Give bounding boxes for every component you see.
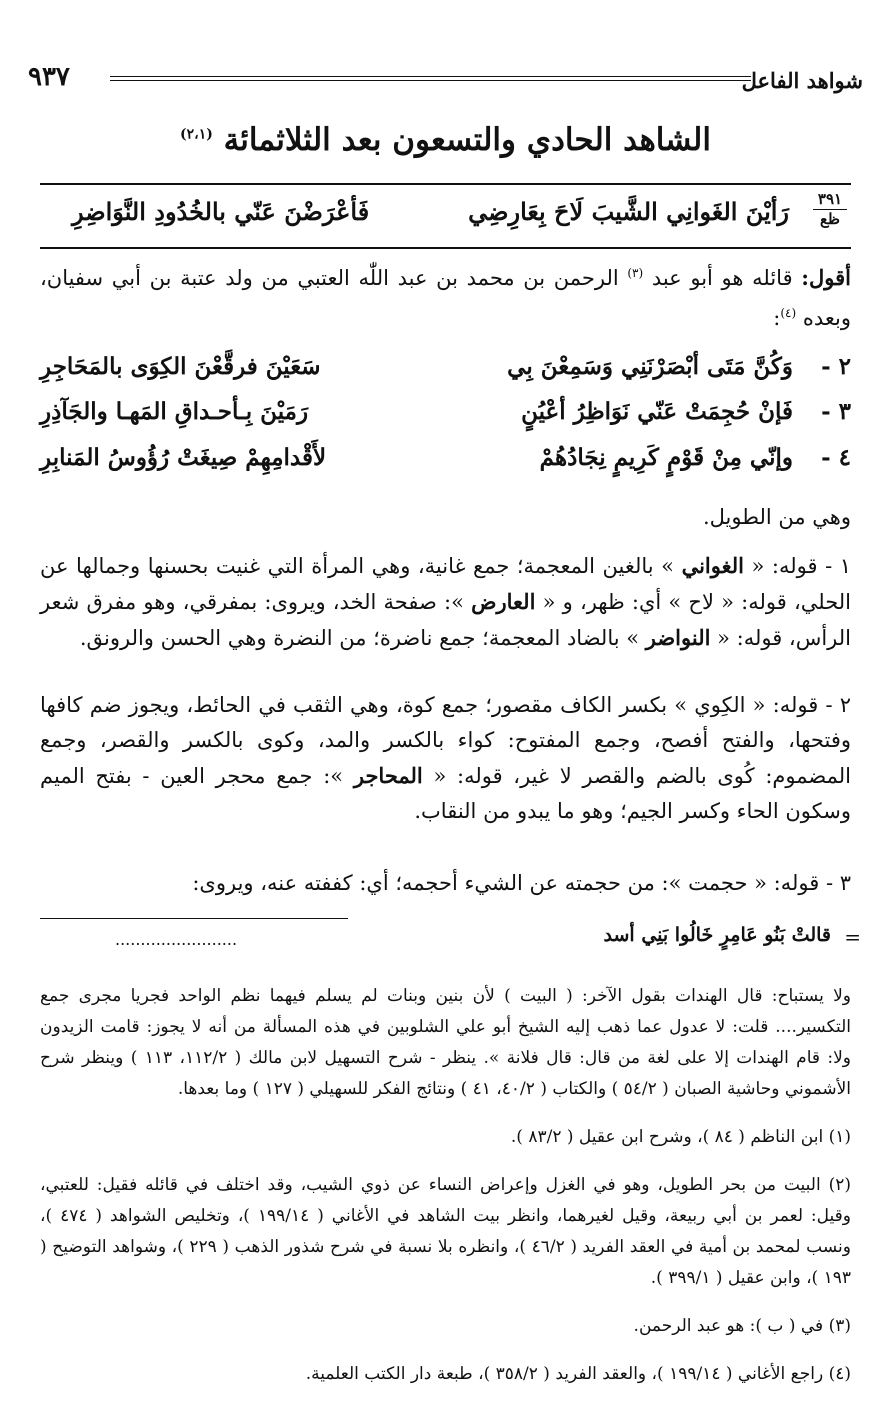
poem-hemistich-right: وإنّي مِنْ قَوْمٍ كَرِيمٍ نِجَادُهُمْ [539,444,793,471]
page-number: ٩٣٧ [28,62,70,92]
poem-line [40,394,851,432]
intro-ref-3: (٣) [627,266,644,280]
footnotes [40,964,851,1407]
intro-text-c: : [773,306,781,330]
commentary-term: النواضر [645,625,711,650]
commentary-paragraph-3 [40,866,851,901]
poem-line-number: ٣ - [821,398,851,425]
poem-hemistich-left: سَعَيْنَ فرقَّعْنَ الكِوَى بالمَحَاجِرِ [40,353,321,380]
intro-paragraph [40,256,851,336]
commentary-term: الغواني [681,553,744,578]
poem-line [40,349,851,387]
poem-hemistich-left: لأَقْدامِهِمْ صِيغَتْ رُؤُوسُ المَنابِرِ [40,444,327,471]
section-title [0,122,891,158]
commentary-text: » بالضاد المعجمة؛ جمع ناضرة؛ من النضرة وهي الحسن والرونق. [79,626,646,650]
commentary-text: ٢ - قوله: « الكِوي » بكسر الكاف مقصور؛ جمع كوة، وهي الثقب في الحائط، ويجوز ضم كافها وفتحها، والفتح أفصح، وجمع المفتوح: كواء بالكسر والمد، وكوى بالكسر والقصر، وجمع المضموم: كُوى بالضم والقصر لا غير، قوله: « [40,693,851,788]
verse-hemistich-right: رَأيْنَ الغَوانِي الشَّيبَ لَاحَ بِعَارِضِي [468,197,789,226]
intro-ref-4: (٤) [780,306,797,320]
footnote-continuation-dots: ........................ [115,930,238,949]
running-header [28,62,863,98]
footnote-continuation-marker: = [844,925,861,949]
verse-number-top: ٣٩١ [817,190,843,208]
commentary-text: »: صفحة الخد، ويروى: بمفرقي، وهو مفرق شعر الرأس، قوله: « [40,590,851,650]
poem-hemistich-right: فَإنْ حُجِمَتْ عَنّي نَوَاظِرُ أعْيُنٍ [521,398,793,425]
commentary-text: ١ - قوله: « [743,554,852,578]
poem-line-number: ٢ - [821,353,851,380]
poem-hemistich-left: رَمَيْنَ بِـأحـداقِ المَهـا والجَآذِرِ [40,398,309,425]
intro-text-b: الرحمن بن محمد بن عبد اللّٰه العتبي من ولد عتبة بن أبي سفيان، وبعده [40,266,851,330]
poem-line [40,440,851,478]
footnote-separator [40,918,348,919]
footnote-continued-text: ولا يستباح: قال الهندات بقول الآخر: ( البيت ) لأن بنين وبنات لم يسلم فيهما نظم الواحد فجريا مجرى جمع التكسير.... قلت: لا عدول عما ذهب إليه الشيخ أبو علي الشلوبين في هذه المسألة من أنه لا يجوز: قامت الزيدون ولا: قام الهندات إلا على لغة من قال: قال فلانة ». ينظر - شرح التسهيل لابن مالك ( ١١٢/٢، ١١٣ ) وينظر شرح الأشموني وحاشية الصبان ( ٥٤/٢ ) والكتاب ( ٤٠/٢، ٤١ ) ونتائج الفكر للسهيلي ( ١٢٧ ) وما بعدها. [40,986,851,1099]
meter-line: وهي من الطويل. [702,505,851,529]
verse-box [40,183,851,249]
footnote-2: (٢) البيت من بحر الطويل، وهو في الغزل وإعراض النساء عن ذوي الشيب، وقد اختلف في قائله فقيل: للعتبي، وقيل: لعمر بن أبي ربيعة، وقيل لغيرهما، وانظر بيت الشاهد في الأغاني ( ١٩٩/١٤ )، وتخليص الشواهد ( ٤٧٤ )، ونسب لمحمد بن أمية في العقد الفريد ( ٤٦/٢ )، وانظره بلا نسبة في شرح شذور الذهب ( ٢٢٩ )، وشواهد التوضيح ( ١٩٣ )، وابن عقيل ( ٣٩٩/١ ). [40,1175,852,1288]
commentary-text: ٣ - قوله: « حجمت »: من حجمته عن الشيء أحجمه؛ أي: كففته عنه، ويروى: [192,871,851,895]
commentary-term: العارض [471,589,536,614]
commentary-text: » بالغين المعجمة؛ جمع غانية، وهي المرأة التي غنيت بحسنها وجمالها عن الحلي، قوله: « لاح » أي: ظهر، و « [40,554,851,614]
intro-text-a: قائله هو أبو عبد [643,266,802,290]
footnote-3: (٣) في ( ب ): هو عبد الرحمن. [633,1316,851,1336]
footnote-continuation-verse: قالتْ بَنُو عَامِرٍ خَالُوا بَنِي أسد [603,924,831,946]
intro-label: أقول: [801,265,851,290]
poem-line-number: ٤ - [821,444,851,471]
running-title: شواهد الفاعل [741,68,863,93]
poem-hemistich-right: وَكُنَّ مَتَى أبْصَرْنَنِي وَسَمِعْنَ بِي [507,353,793,380]
verse-hemistich-left: فَأعْرَضْنَ عَنّي بالخُدُودِ النَّوَاضِرِ [72,197,370,226]
commentary-text: »: جمع محجر العين - بفتح الميم وسكون الحاء وكسر الجيم؛ وهو ما يبدو من النقاب. [40,764,851,823]
header-rule [110,76,751,81]
verse-number-bottom: ظع [820,210,840,228]
commentary-paragraph-1 [40,548,851,656]
footnote-4: (٤) راجع الأغاني ( ١٩٩/١٤ )، والعقد الفريد ( ٣٥٨/٢ )، طبعة دار الكتب العلمية. [305,1364,851,1384]
commentary-term: المحاجر [353,763,423,788]
title-note-ref: (٢،١) [180,126,213,143]
section-title-text: الشاهد الحادي والتسعون بعد الثلاثمائة [223,122,711,158]
footnote-1: (١) ابن الناظم ( ٨٤ )، وشرح ابن عقيل ( ٨٣/٢ ). [510,1127,851,1147]
verse-number [813,191,847,228]
commentary-paragraph-2 [40,688,851,829]
